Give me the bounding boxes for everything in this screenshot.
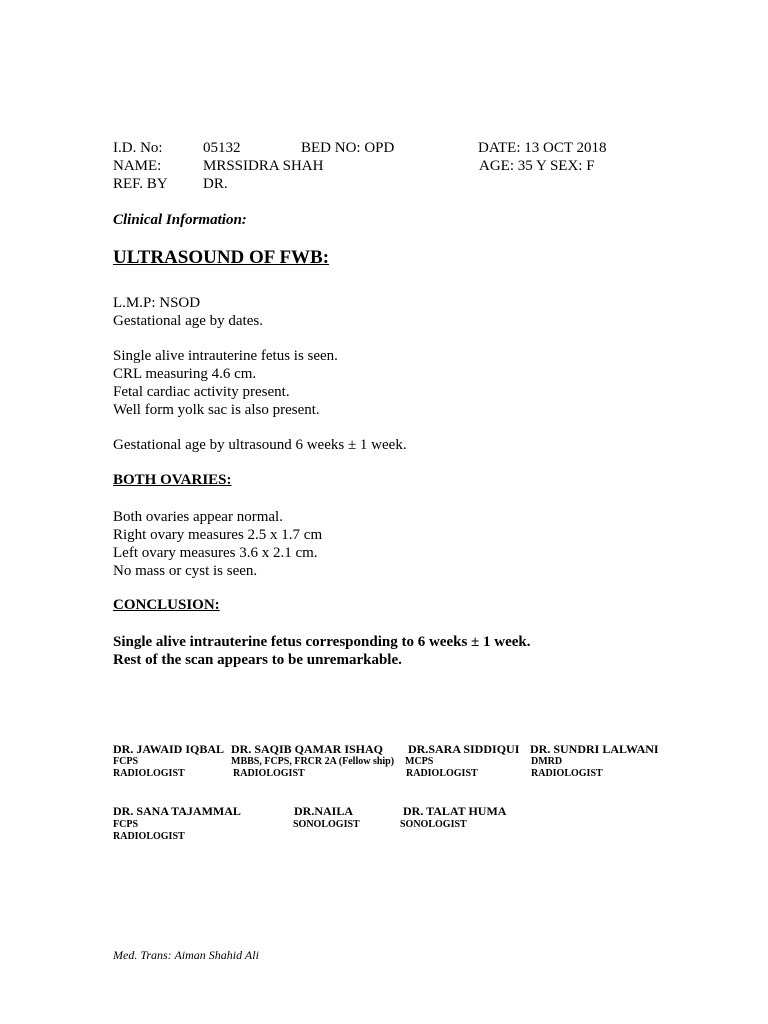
ga-ultrasound-line: Gestational age by ultrasound 6 weeks ± 1 week. xyxy=(113,437,407,453)
ovaries-line: Left ovary measures 3.6 x 2.1 cm. xyxy=(113,545,318,561)
doctor-qualification: DMRD xyxy=(531,756,563,767)
ovaries-heading: BOTH OVARIES: xyxy=(113,472,232,488)
doctor-name: DR. SAQIB QAMAR ISHAQ xyxy=(231,742,384,756)
ref-label: REF. BY xyxy=(113,176,168,192)
doctor-role: RADIOLOGIST xyxy=(113,831,185,842)
doctor-name: DR. SUNDRI LALWANI xyxy=(530,742,659,756)
fetus-line: Single alive intrauterine fetus is seen. xyxy=(113,348,338,364)
doctor-name: DR. JAWAID IQBAL xyxy=(113,742,225,756)
ref-value: DR. xyxy=(203,176,228,192)
doctor-name: DR. SANA TAJAMMAL xyxy=(113,804,241,818)
doctor-qualification: FCPS xyxy=(113,819,138,830)
id-value: 05132 xyxy=(203,140,241,156)
ovaries-line: Right ovary measures 2.5 x 1.7 cm xyxy=(113,527,323,543)
transcriptionist-footer: Med. Trans: Aiman Shahid Ali xyxy=(113,948,259,962)
doctor-qualification: SONOLOGIST xyxy=(293,819,360,830)
bed-number: BED NO: OPD xyxy=(301,140,395,156)
doctor-qualification: SONOLOGIST xyxy=(400,819,467,830)
ovaries-line: Both ovaries appear normal. xyxy=(113,509,283,525)
doctor-name: DR. TALAT HUMA xyxy=(403,804,507,818)
ga-dates-line: Gestational age by dates. xyxy=(113,313,263,329)
doctor-name: DR.SARA SIDDIQUI xyxy=(408,742,520,756)
doctor-qualification: FCPS xyxy=(113,756,138,767)
doctor-role: RADIOLOGIST xyxy=(233,768,305,779)
doctor-role: RADIOLOGIST xyxy=(406,768,478,779)
fetus-line: Fetal cardiac activity present. xyxy=(113,384,290,400)
patient-name: MRSSIDRA SHAH xyxy=(203,158,324,174)
doctor-name: DR.NAILA xyxy=(294,804,354,818)
fetus-line: CRL measuring 4.6 cm. xyxy=(113,366,257,382)
report-date: DATE: 13 OCT 2018 xyxy=(478,140,607,156)
conclusion-line: Rest of the scan appears to be unremarkable. xyxy=(113,652,402,668)
conclusion-line: Single alive intrauterine fetus corresponding to 6 weeks ± 1 week. xyxy=(113,634,531,650)
name-label: NAME: xyxy=(113,158,162,174)
ovaries-line: No mass or cyst is seen. xyxy=(113,563,258,579)
fetus-line: Well form yolk sac is also present. xyxy=(113,402,320,418)
conclusion-heading: CONCLUSION: xyxy=(113,597,220,613)
id-label: I.D. No: xyxy=(113,140,163,156)
doctor-qualification: MBBS, FCPS, FRCR 2A (Fellow ship) xyxy=(231,756,395,767)
doctor-role: RADIOLOGIST xyxy=(113,768,185,779)
clinical-info-label: Clinical Information: xyxy=(113,212,247,228)
doctor-qualification: MCPS xyxy=(405,756,434,767)
lmp-line: L.M.P: NSOD xyxy=(113,295,201,311)
report-title: ULTRASOUND OF FWB: xyxy=(113,247,330,268)
age-sex: AGE: 35 Y SEX: F xyxy=(479,158,595,174)
doctor-role: RADIOLOGIST xyxy=(531,768,603,779)
